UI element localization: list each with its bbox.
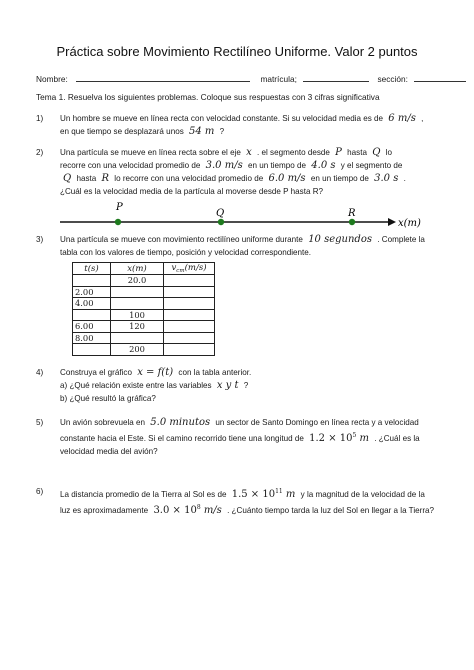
problem-1 — [36, 112, 445, 138]
problem-text: lo — [385, 148, 392, 157]
table-cell[interactable] — [164, 298, 215, 310]
problem-text: en un tiempo de — [310, 174, 369, 183]
function-expression: x = f(t) — [137, 367, 174, 378]
problem-text-line — [60, 172, 445, 185]
problem-text: . Complete la — [377, 235, 425, 244]
table-cell[interactable]: 4.00 — [73, 298, 111, 310]
problem-6 — [36, 485, 445, 517]
point-label: R — [101, 173, 110, 184]
problem-text-line — [60, 416, 445, 429]
subquestion-a — [60, 379, 445, 392]
table-row — [73, 321, 215, 333]
table-cell[interactable]: 6.00 — [73, 321, 111, 333]
point-p — [115, 219, 121, 225]
velocity-value: $3.0 \times 10^8$ m/s — [153, 504, 222, 516]
axis-label: x(m) — [398, 218, 421, 229]
point-label: Q — [63, 173, 72, 184]
problem-2 — [36, 146, 445, 198]
problem-number: 3) — [36, 235, 44, 244]
problem-text: y el segmento de — [340, 161, 403, 170]
distance-value: $1.5 \times 10^{11}$ m — [231, 488, 296, 500]
problem-text: . ¿Cuál es la — [374, 434, 420, 443]
variables-expression: x y t — [216, 380, 239, 391]
axis-variable: x — [246, 147, 252, 158]
point-q — [218, 219, 224, 225]
table-header-row — [73, 263, 215, 275]
section-instructions: Tema 1. Resuelva los siguientes problemas. Coloque sus respuestas con 3 cifras significativa — [36, 92, 380, 102]
problem-text: Un hombre se mueve en línea recta con velocidad constante. Si su velocidad media es de — [60, 114, 384, 123]
nombre-label: Nombre: — [36, 74, 68, 84]
problem-text: , — [421, 114, 424, 123]
problem-text: en un tiempo de — [247, 161, 307, 170]
table-cell[interactable] — [164, 321, 215, 333]
problem-number: 5) — [36, 418, 44, 427]
arrow-head-icon — [388, 218, 396, 226]
table-cell[interactable] — [111, 332, 164, 344]
problem-text-line — [60, 159, 445, 172]
problem-text: a) ¿Qué relación existe entre las variables — [60, 381, 212, 390]
distance-value: 54 m — [189, 126, 215, 137]
problem-text-line — [60, 501, 445, 517]
problem-text: Una partícula se mueve en línea recta sobre el eje — [60, 148, 241, 157]
point-label: Q — [372, 147, 381, 158]
table-cell[interactable] — [73, 309, 111, 321]
nombre-field[interactable] — [76, 72, 250, 82]
point-q-label: Q — [216, 208, 225, 219]
point-r — [349, 219, 355, 225]
problem-text: ? — [243, 381, 249, 390]
problem-text-line — [60, 429, 445, 445]
number-line-diagram — [60, 200, 440, 234]
problem-number: 2) — [36, 148, 44, 157]
problem-3 — [36, 233, 445, 259]
table-cell[interactable] — [73, 344, 111, 356]
time-value: 5.0 minutos — [150, 417, 211, 428]
problem-text: Construya el gráfico — [60, 368, 132, 377]
point-r-label: R — [348, 208, 356, 219]
seccion-field[interactable] — [414, 72, 466, 82]
subquestion-b: b) ¿Qué resultó la gráfica? — [60, 394, 156, 403]
problem-text-line — [60, 112, 445, 125]
problem-text: . el segmento desde — [257, 148, 330, 157]
time-value: 3.0 s — [374, 173, 399, 184]
seccion-label: sección: — [377, 74, 408, 84]
problem-text: con la tabla anterior. — [178, 368, 252, 377]
problem-text: . ¿Cuánto tiempo tarda la luz del Sol en llegar a la Tierra? — [227, 506, 435, 515]
problem-4 — [36, 366, 445, 405]
column-header: t(s) — [73, 263, 111, 275]
page-title: Práctica sobre Movimiento Rectilíneo Uniforme. Valor 2 puntos — [56, 44, 418, 59]
problem-text: La distancia promedio de la Tierra al Sol es de — [60, 490, 227, 499]
problem-text: ? — [219, 127, 225, 136]
problem-5 — [36, 416, 445, 458]
velocity-value: 6.0 m/s — [268, 173, 306, 184]
problem-text: hasta — [347, 148, 367, 157]
table-row — [73, 298, 215, 310]
table-cell[interactable] — [164, 275, 215, 287]
table-cell[interactable] — [164, 309, 215, 321]
velocity-value: 6 m/s — [388, 113, 416, 124]
problem-text: y la magnitud de la velocidad de la — [300, 490, 425, 499]
table-row — [73, 344, 215, 356]
table-cell[interactable] — [111, 298, 164, 310]
motion-table — [72, 262, 215, 356]
table-cell[interactable] — [164, 344, 215, 356]
table-cell[interactable] — [164, 286, 215, 298]
column-header: $v_{cm}(m/s)$ — [164, 263, 215, 275]
problem-text-line: tabla con los valores de tiempo, posición y velocidad correspondiente. — [60, 248, 312, 257]
matricula-field[interactable] — [303, 72, 369, 82]
column-header: x(m) — [111, 263, 164, 275]
table-cell[interactable]: 120 — [111, 321, 164, 333]
table-row — [73, 332, 215, 344]
problem-number: 6) — [36, 487, 44, 496]
matricula-label: matrícula; — [260, 74, 297, 84]
problem-text: lo recorre con una velocidad promedio de — [114, 174, 264, 183]
problem-text-line — [60, 233, 445, 246]
problem-text-line — [60, 125, 445, 138]
point-label: P — [335, 147, 342, 158]
problem-text: recorre con una velocidad promedio de — [60, 161, 201, 170]
table-row — [73, 309, 215, 321]
table-row — [73, 286, 215, 298]
distance-value: $1.2 \times 10^5$ m — [309, 432, 369, 444]
problem-number: 1) — [36, 114, 44, 123]
problem-text-line — [60, 146, 445, 159]
problem-text: Un avión sobrevuela en — [60, 418, 146, 427]
velocity-value: 3.0 m/s — [205, 160, 243, 171]
problem-text-line — [60, 366, 445, 379]
table-cell[interactable]: 200 — [111, 344, 164, 356]
problem-text: constante hacia el Este. Si el camino recorrido tiene una longitud de — [60, 434, 304, 443]
problem-text: hasta — [76, 174, 97, 183]
problem-text: luz es aproximadamente — [60, 506, 149, 515]
time-value: 4.0 s — [311, 160, 336, 171]
student-info-line — [36, 72, 456, 84]
table-cell[interactable]: 20.0 — [111, 275, 164, 287]
problem-text: en que tiempo se desplazará unos — [60, 127, 184, 136]
point-p-label: P — [116, 202, 123, 213]
table-cell[interactable] — [164, 332, 215, 344]
problem-text: . — [403, 174, 406, 183]
problem-number: 4) — [36, 368, 44, 377]
problem-text: Una partícula se mueve con movimiento rectilíneo uniforme durante — [60, 235, 303, 244]
table-cell[interactable] — [111, 286, 164, 298]
problem-text-line — [60, 485, 445, 501]
table-cell[interactable]: 100 — [111, 309, 164, 321]
table-row — [73, 275, 215, 287]
table-cell[interactable]: 2.00 — [73, 286, 111, 298]
problem-text-line: velocidad media del avión? — [60, 447, 158, 456]
table-cell[interactable]: 8.00 — [73, 332, 111, 344]
table-cell[interactable] — [73, 275, 111, 287]
problem-text: un sector de Santo Domingo en línea recta y a velocidad — [215, 418, 419, 427]
problem-question: ¿Cuál es la velocidad media de la partícula al moverse desde P hasta R? — [60, 187, 324, 196]
time-value: 10 segundos — [308, 234, 372, 245]
